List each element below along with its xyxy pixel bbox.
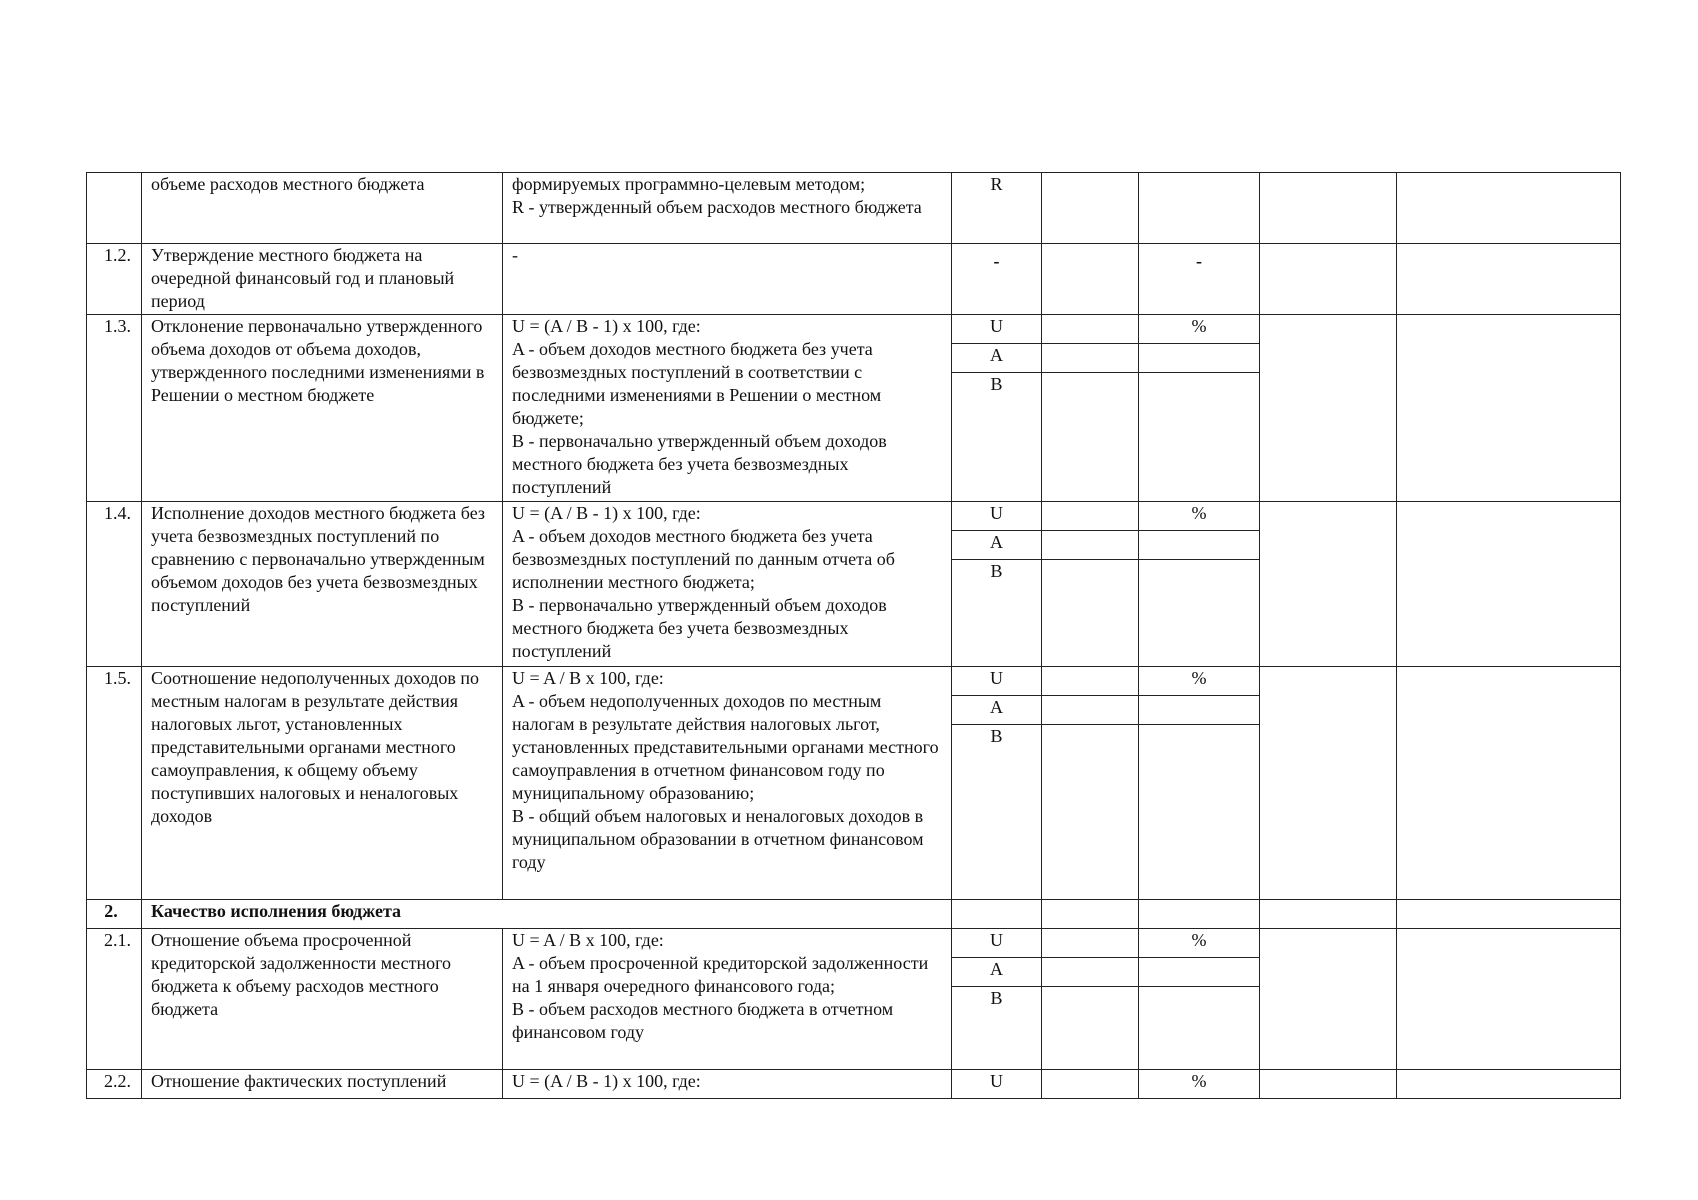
score-cell xyxy=(1260,1070,1397,1099)
table-row xyxy=(87,1070,1621,1099)
row-number: 1.5. xyxy=(87,667,142,900)
value-cell xyxy=(1042,667,1139,696)
variable-symbol: U xyxy=(952,315,1042,344)
value-cell xyxy=(1042,987,1139,1070)
empty-cell xyxy=(1397,900,1621,929)
value-cell xyxy=(1042,696,1139,725)
note-cell xyxy=(1397,502,1621,667)
variable-symbol: U xyxy=(952,502,1042,531)
unit-cell xyxy=(1139,531,1260,560)
row-number: 1.3. xyxy=(87,315,142,502)
score-cell xyxy=(1260,315,1397,502)
value-cell xyxy=(1042,725,1139,900)
value-cell xyxy=(1042,373,1139,502)
row-number: 2.1. xyxy=(87,929,142,1070)
indicator-name: Соотношение недополученных доходов по местным налогам в результате действия налоговых льгот, установленных представительными органами местного самоуправления, к общему объему поступивших налоговых и неналоговых доходов xyxy=(142,667,503,900)
unit-cell: % xyxy=(1139,315,1260,344)
indicator-name: Отношение фактических поступлений xyxy=(142,1070,503,1099)
score-cell xyxy=(1260,929,1397,1070)
variable-symbol: - xyxy=(952,244,1042,315)
variable-symbol: B xyxy=(952,560,1042,667)
score-cell xyxy=(1260,244,1397,315)
variable-symbol: A xyxy=(952,531,1042,560)
unit-cell xyxy=(1139,958,1260,987)
calculation-formula: U = (A / B - 1) x 100, где: A - объем доходов местного бюджета без учета безвозмездных поступлений по данным отчета об исполнении местного бюджета; B - первоначально утвержденный объем доходов местного бюджета без учета безвозмездных поступлений xyxy=(503,502,952,667)
empty-cell xyxy=(1260,900,1397,929)
value-cell xyxy=(1042,929,1139,958)
value-cell xyxy=(1042,344,1139,373)
calculation-formula: формируемых программно-целевым методом; R - утвержденный объем расходов местного бюджета xyxy=(503,173,952,244)
empty-cell xyxy=(952,900,1042,929)
row-number: 1.4. xyxy=(87,502,142,667)
variable-symbol: B xyxy=(952,987,1042,1070)
unit-cell xyxy=(1139,173,1260,244)
unit-cell xyxy=(1139,344,1260,373)
indicator-name: Утверждение местного бюджета на очередной финансовый год и плановый период xyxy=(142,244,503,315)
score-cell xyxy=(1260,173,1397,244)
score-cell xyxy=(1260,502,1397,667)
value-cell xyxy=(1042,531,1139,560)
table-row xyxy=(87,929,1621,958)
indicator-name: Отклонение первоначально утвержденного объема доходов от объема доходов, утвержденного последними изменениями в Решении о местном бюджете xyxy=(142,315,503,502)
unit-cell: % xyxy=(1139,929,1260,958)
empty-cell xyxy=(1139,900,1260,929)
unit-cell xyxy=(1139,987,1260,1070)
empty-cell xyxy=(1042,900,1139,929)
indicator-name: Отношение объема просроченной кредиторской задолженности местного бюджета к объему расходов местного бюджета xyxy=(142,929,503,1070)
unit-cell xyxy=(1139,560,1260,667)
unit-cell: % xyxy=(1139,667,1260,696)
unit-cell xyxy=(1139,373,1260,502)
calculation-formula: U = (A / B - 1) x 100, где: A - объем доходов местного бюджета без учета безвозмездных поступлений в соответствии с последними изменениями в Решении о местном бюджете; B - первоначально утвержденный объем доходов местного бюджета без учета безвозмездных поступлений xyxy=(503,315,952,502)
table-row xyxy=(87,315,1621,344)
row-number: 2.2. xyxy=(87,1070,142,1099)
variable-symbol: A xyxy=(952,344,1042,373)
value-cell xyxy=(1042,244,1139,315)
value-cell xyxy=(1042,1070,1139,1099)
variable-symbol: B xyxy=(952,725,1042,900)
note-cell xyxy=(1397,1070,1621,1099)
section-row xyxy=(87,900,1621,929)
note-cell xyxy=(1397,315,1621,502)
value-cell xyxy=(1042,502,1139,531)
indicators-table xyxy=(86,172,1621,1099)
note-cell xyxy=(1397,173,1621,244)
row-number: 1.2. xyxy=(87,244,142,315)
table-row xyxy=(87,667,1621,696)
variable-symbol: A xyxy=(952,958,1042,987)
note-cell xyxy=(1397,244,1621,315)
row-number xyxy=(87,173,142,244)
unit-cell: % xyxy=(1139,1070,1260,1099)
indicator-name: объеме расходов местного бюджета xyxy=(142,173,503,244)
unit-cell xyxy=(1139,725,1260,900)
variable-symbol: A xyxy=(952,696,1042,725)
value-cell xyxy=(1042,560,1139,667)
indicator-name: Исполнение доходов местного бюджета без учета безвозмездных поступлений по сравнению с первоначально утвержденным объемом доходов без учета безвозмездных поступлений xyxy=(142,502,503,667)
value-cell xyxy=(1042,315,1139,344)
unit-cell: % xyxy=(1139,502,1260,531)
calculation-formula: - xyxy=(503,244,952,315)
variable-symbol: B xyxy=(952,373,1042,502)
note-cell xyxy=(1397,929,1621,1070)
variable-symbol: R xyxy=(952,173,1042,244)
table-row xyxy=(87,502,1621,531)
value-cell xyxy=(1042,173,1139,244)
variable-symbol: U xyxy=(952,1070,1042,1099)
table-row xyxy=(87,173,1621,244)
unit-cell: - xyxy=(1139,244,1260,315)
row-number: 2. xyxy=(87,900,142,929)
note-cell xyxy=(1397,667,1621,900)
table-row xyxy=(87,244,1621,315)
variable-symbol: U xyxy=(952,667,1042,696)
calculation-formula: U = A / B x 100, где: A - объем недополученных доходов по местным налогам в результате действия налоговых льгот, установленных представительными органами местного самоуправления в отчетном финансовом году по муниципальному образованию; B - общий объем налоговых и неналоговых доходов в муниципальном образовании в отчетном финансовом году xyxy=(503,667,952,900)
calculation-formula: U = (A / B - 1) x 100, где: xyxy=(503,1070,952,1099)
score-cell xyxy=(1260,667,1397,900)
calculation-formula: U = A / B x 100, где: A - объем просроченной кредиторской задолженности на 1 января очередного финансового года; B - объем расходов местного бюджета в отчетном финансовом году xyxy=(503,929,952,1070)
variable-symbol: U xyxy=(952,929,1042,958)
unit-cell xyxy=(1139,696,1260,725)
value-cell xyxy=(1042,958,1139,987)
section-title: Качество исполнения бюджета xyxy=(142,900,952,929)
